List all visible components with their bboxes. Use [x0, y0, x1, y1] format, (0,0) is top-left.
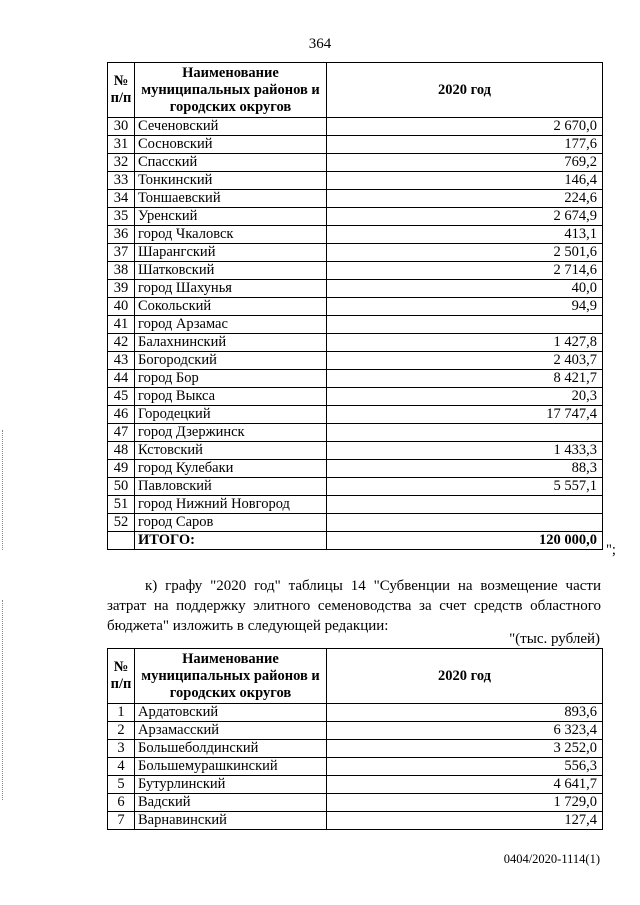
row-name: Большемурашкинский [135, 758, 327, 776]
row-name: Варнавинский [135, 812, 327, 830]
table-row [108, 352, 603, 370]
total-row [108, 532, 603, 550]
row-value: 5 557,1 [327, 478, 603, 496]
row-num: 30 [108, 118, 135, 136]
total-value: 120 000,0 [327, 532, 603, 550]
table-row [108, 406, 603, 424]
row-value: 4 641,7 [327, 776, 603, 794]
row-name: город Арзамас [135, 316, 327, 334]
row-value: 893,6 [327, 704, 603, 722]
header-year: 2020 год [327, 63, 603, 118]
row-name: Большеболдинский [135, 740, 327, 758]
table-row [108, 136, 603, 154]
table-row [108, 298, 603, 316]
row-name: Богородский [135, 352, 327, 370]
row-num: 42 [108, 334, 135, 352]
row-num: 46 [108, 406, 135, 424]
row-num: 49 [108, 460, 135, 478]
row-name: Павловский [135, 478, 327, 496]
row-name: город Чкаловск [135, 226, 327, 244]
table-row [108, 496, 603, 514]
row-num: 40 [108, 298, 135, 316]
row-name: Шатковский [135, 262, 327, 280]
table-row [108, 280, 603, 298]
row-num: 1 [108, 704, 135, 722]
row-num: 3 [108, 740, 135, 758]
table-row [108, 758, 603, 776]
row-num: 47 [108, 424, 135, 442]
row-num: 36 [108, 226, 135, 244]
table-row [108, 722, 603, 740]
row-name: город Шахунья [135, 280, 327, 298]
header-name: Наименование муниципальных районов и городских округов [135, 63, 327, 118]
total-label: ИТОГО: [135, 532, 327, 550]
table-row [108, 514, 603, 532]
table-row [108, 370, 603, 388]
row-value: 1 729,0 [327, 794, 603, 812]
allocation-table-continued [107, 62, 603, 550]
row-value [327, 316, 603, 334]
row-num: 34 [108, 190, 135, 208]
row-num: 45 [108, 388, 135, 406]
row-num: 43 [108, 352, 135, 370]
row-name: Сеченовский [135, 118, 327, 136]
row-value: 2 714,6 [327, 262, 603, 280]
row-value: 413,1 [327, 226, 603, 244]
margin-scan-mark [2, 430, 7, 550]
header-year: 2020 год [327, 649, 603, 704]
row-value: 2 670,0 [327, 118, 603, 136]
table-row [108, 334, 603, 352]
table-row [108, 740, 603, 758]
row-num: 48 [108, 442, 135, 460]
row-value: 94,9 [327, 298, 603, 316]
row-name: Тоншаевский [135, 190, 327, 208]
table-row [108, 424, 603, 442]
row-name: город Выкса [135, 388, 327, 406]
header-name: Наименование муниципальных районов и городских округов [135, 649, 327, 704]
row-value: 177,6 [327, 136, 603, 154]
row-name: Тонкинский [135, 172, 327, 190]
total-num-cell [108, 532, 135, 550]
units-label: "(тыс. рублей) [509, 631, 600, 647]
row-name: город Саров [135, 514, 327, 532]
row-name: Кстовский [135, 442, 327, 460]
row-value: 224,6 [327, 190, 603, 208]
row-value: 146,4 [327, 172, 603, 190]
row-value: 88,3 [327, 460, 603, 478]
table-row [108, 704, 603, 722]
page-number: 364 [308, 36, 332, 52]
row-value: 6 323,4 [327, 722, 603, 740]
table-row [108, 172, 603, 190]
row-name: Бутурлинский [135, 776, 327, 794]
row-name: Арзамасский [135, 722, 327, 740]
table-row [108, 244, 603, 262]
row-value: 2 403,7 [327, 352, 603, 370]
table-header-row [108, 649, 603, 704]
table-row [108, 190, 603, 208]
row-num: 39 [108, 280, 135, 298]
row-num: 5 [108, 776, 135, 794]
table-row [108, 812, 603, 830]
row-value: 2 674,9 [327, 208, 603, 226]
row-name: город Бор [135, 370, 327, 388]
table-header-row [108, 63, 603, 118]
row-value: 1 433,3 [327, 442, 603, 460]
subvention-table-14 [107, 648, 603, 830]
row-num: 52 [108, 514, 135, 532]
table-row [108, 154, 603, 172]
margin-scan-mark [2, 600, 7, 800]
table-row [108, 794, 603, 812]
row-num: 7 [108, 812, 135, 830]
row-value: 556,3 [327, 758, 603, 776]
table-row [108, 776, 603, 794]
table-row [108, 478, 603, 496]
row-value: 17 747,4 [327, 406, 603, 424]
row-name: Вадский [135, 794, 327, 812]
amendment-paragraph [107, 576, 601, 636]
row-name: город Кулебаки [135, 460, 327, 478]
row-num: 41 [108, 316, 135, 334]
row-value: 127,4 [327, 812, 603, 830]
row-num: 2 [108, 722, 135, 740]
row-name: Сокольский [135, 298, 327, 316]
row-num: 31 [108, 136, 135, 154]
row-num: 50 [108, 478, 135, 496]
table-row [108, 388, 603, 406]
amendment-text: к) графу "2020 год" таблицы 14 "Субвенции на возмещение части затрат на поддержку элитного семеноводства за счет средств областного бюджета" изложить в следующей редакции: [107, 578, 601, 634]
row-value: 20,3 [327, 388, 603, 406]
row-value: 1 427,8 [327, 334, 603, 352]
row-value: 2 501,6 [327, 244, 603, 262]
row-num: 35 [108, 208, 135, 226]
table-row [108, 226, 603, 244]
row-num: 4 [108, 758, 135, 776]
header-num: № п/п [108, 63, 135, 118]
table-row [108, 442, 603, 460]
row-value [327, 424, 603, 442]
row-value: 8 421,7 [327, 370, 603, 388]
row-value: 769,2 [327, 154, 603, 172]
row-value: 3 252,0 [327, 740, 603, 758]
row-name: Уренский [135, 208, 327, 226]
row-name: Балахнинский [135, 334, 327, 352]
row-num: 37 [108, 244, 135, 262]
row-value [327, 496, 603, 514]
row-num: 38 [108, 262, 135, 280]
table-row [108, 262, 603, 280]
row-value [327, 514, 603, 532]
row-value: 40,0 [327, 280, 603, 298]
row-name: город Дзержинск [135, 424, 327, 442]
row-num: 6 [108, 794, 135, 812]
row-name: Сосновский [135, 136, 327, 154]
row-name: город Нижний Новгород [135, 496, 327, 514]
document-code: 0404/2020-1114(1) [503, 852, 600, 866]
row-name: Шарангский [135, 244, 327, 262]
row-name: Спасский [135, 154, 327, 172]
table-row [108, 316, 603, 334]
row-num: 51 [108, 496, 135, 514]
row-num: 33 [108, 172, 135, 190]
table-row [108, 208, 603, 226]
table-row [108, 460, 603, 478]
closing-quote-mark: "; [606, 542, 616, 558]
row-name: Ардатовский [135, 704, 327, 722]
header-num: № п/п [108, 649, 135, 704]
row-num: 44 [108, 370, 135, 388]
row-name: Городецкий [135, 406, 327, 424]
table-row [108, 118, 603, 136]
row-num: 32 [108, 154, 135, 172]
